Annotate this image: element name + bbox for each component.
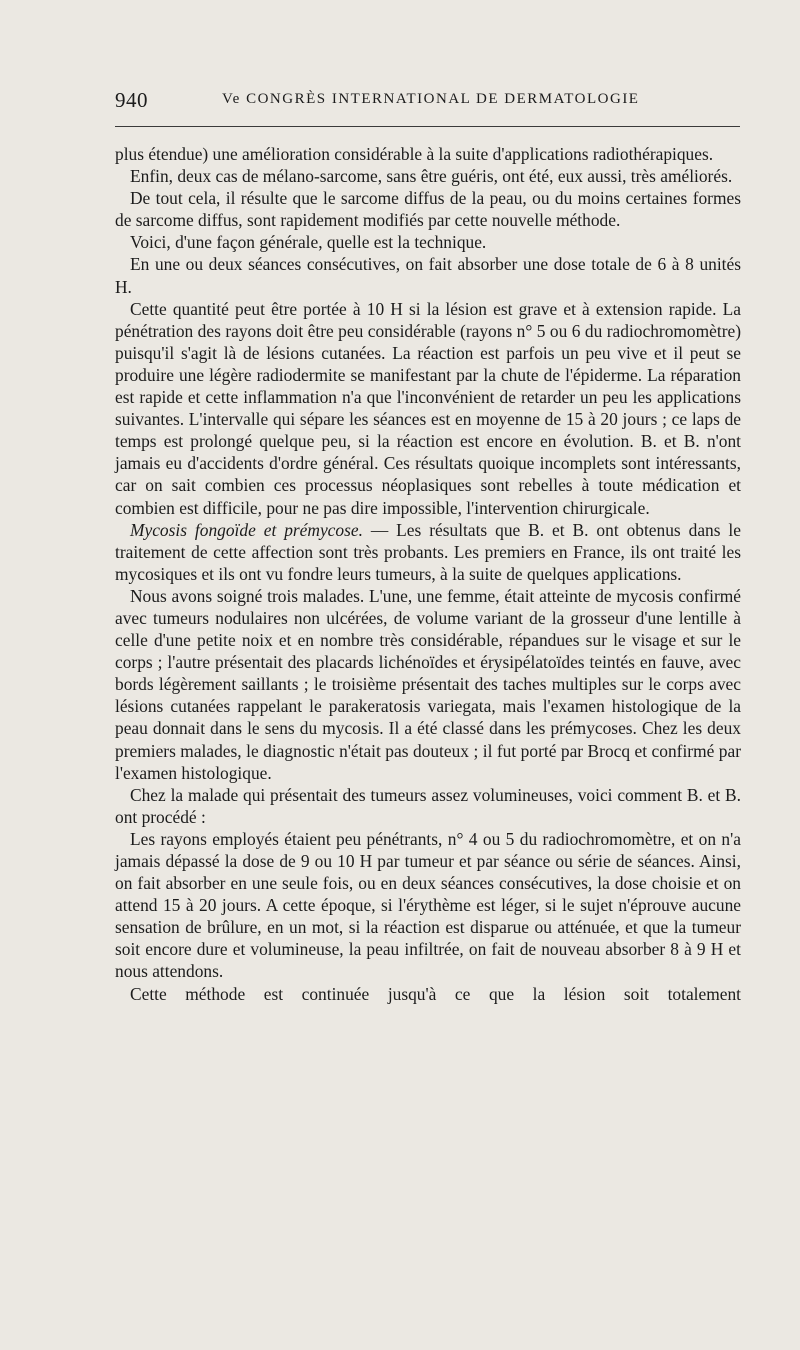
paragraph: Nous avons soigné trois malades. L'une, une femme, était atteinte de mycosis confirmé avec tumeurs nodulaires non ulcérées, de volume variant de la grosseur d'une lentille à celle d'une petite noix et en nombre très considérable, répandues sur le visage et sur le corps ; l'autre présentait des placards lichénoïdes et érysipélatoïdes teintés en fauve, avec bords légèrement saillants ; le troisième présentait des taches multiples sur le corps avec lésions cutanées rappelant le parakeratosis variegata, mais l'examen histologique de la peau donnait dans le sens du mycosis. Il a été classé dans les prémycoses. Chez les deux premiers malades, le diagnostic n'était pas douteux ; il fut porté par Brocq et confirmé par l'examen histologique. bbox=[115, 585, 741, 783]
page-header bbox=[115, 88, 740, 116]
paragraph: Cette quantité peut être portée à 10 H si la lésion est grave et à extension rapide. La pénétration des rayons doit être peu considérable (rayons n° 5 ou 6 du radiochromomètre) puisqu'il s'agit là de lésions cutanées. La réaction est parfois un peu vive et il peut se produire une légère radiodermite se manifestant par la chute de l'épiderme. La réparation est rapide et cette inflammation n'a que l'inconvénient de retarder un peu les applications suivantes. L'intervalle qui sépare les séances est en moyenne de 15 à 20 jours ; ce laps de temps est prolongé quelque peu, si la réaction est encore en évolution. B. et B. n'ont jamais eu d'accidents d'ordre général. Ces résultats quoique incomplets sont intéressants, car on sait combien ces processus néoplasiques sont rebelles à toute médication et combien est difficile, pour ne pas dire impossible, l'intervention chirurgicale. bbox=[115, 298, 741, 518]
paragraph: Les rayons employés étaient peu pénétrants, n° 4 ou 5 du radiochromomètre, et on n'a jamais dépassé la dose de 9 ou 10 H par tumeur et par séance ou série de séances. Ainsi, on fait absorber en une seule fois, ou en deux séances consécutives, la dose choisie et on attend 15 à 20 jours. A cette époque, si l'érythème est léger, si le sujet n'éprouve aucune sensation de brûlure, en un mot, si la réaction est disparue ou atténuée, et que la tumeur soit encore dure et volumineuse, la peau infiltrée, on fait de nouveau absorber 8 à 9 H et nous attendons. bbox=[115, 828, 741, 982]
page-number: 940 bbox=[115, 88, 148, 112]
header-rule bbox=[115, 126, 740, 127]
paragraph: En une ou deux séances consécutives, on fait absorber une dose totale de 6 à 8 unités H. bbox=[115, 254, 741, 297]
section-heading-italic: Mycosis fongoïde et prémycose. bbox=[130, 519, 363, 540]
paragraph-continued: plus étendue) une amélioration considérable à la suite d'applications radiothérapiques. bbox=[115, 144, 714, 164]
paragraph-continues-next-page: Cette méthode est continuée jusqu'à ce que la lésion soit totalement bbox=[130, 983, 741, 1004]
paragraph: De tout cela, il résulte que le sarcome diffus de la peau, ou du moins certaines formes de sarcome diffus, sont rapidement modifiés par cette nouvelle méthode. bbox=[115, 188, 741, 231]
paragraph-text: — Les résultats que B. et B. ont obtenus dans le traitement de cette affection sont très probants. Les premiers en France, ils ont traité les mycosiques et ils ont vu fondre leurs tumeurs, à la suite de quelques applications. bbox=[115, 519, 741, 584]
paragraph: Enfin, deux cas de mélano-sarcome, sans être guéris, ont été, eux aussi, très améliorés. bbox=[130, 166, 733, 187]
paragraph: Chez la malade qui présentait des tumeurs assez volumineuses, voici comment B. et B. ont procédé : bbox=[115, 784, 741, 827]
paragraph: Voici, d'une façon générale, quelle est la technique. bbox=[130, 232, 487, 253]
body-text bbox=[115, 143, 741, 1005]
paragraph-mycosis bbox=[115, 519, 741, 585]
running-title: Ve CONGRÈS INTERNATIONAL DE DERMATOLOGIE bbox=[222, 91, 640, 107]
